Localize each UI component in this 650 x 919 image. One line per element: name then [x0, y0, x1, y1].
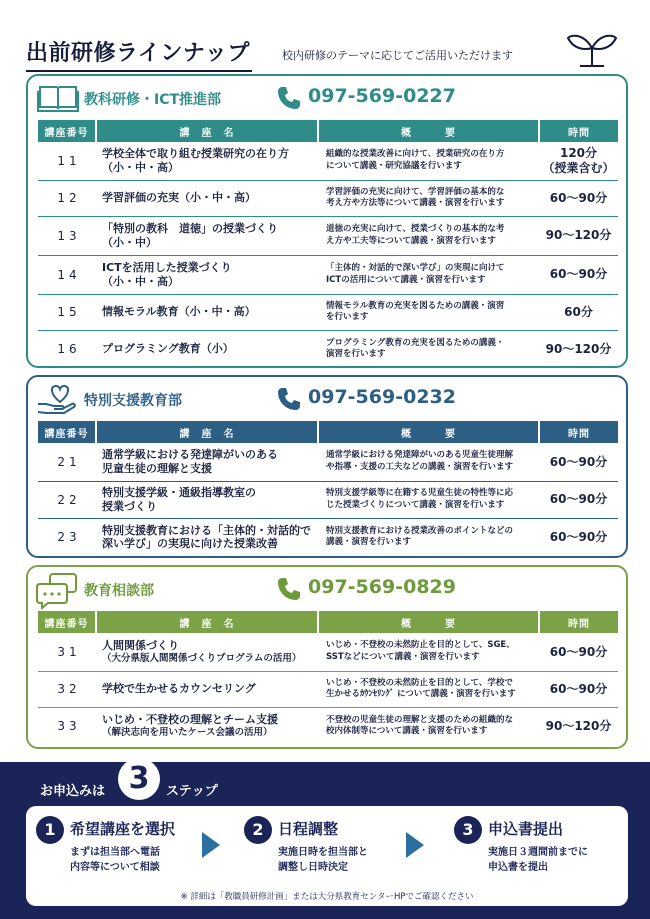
course-name-line1: 学校で生かせるカウンセリング — [102, 682, 256, 696]
steps-count: 3 — [118, 758, 160, 800]
course-desc-line2: 演習を行います — [326, 349, 386, 360]
col-header-desc: 概 要 — [318, 421, 539, 443]
course-desc-line1: 通常学級における発達障がいのある児童生徒理解 — [326, 450, 514, 461]
col-header-num: 講座番号 — [38, 421, 96, 443]
table-row — [38, 671, 618, 707]
table-row — [38, 216, 618, 255]
course-desc — [318, 518, 539, 556]
course-desc — [318, 255, 539, 294]
course-name-line1: プログラミング教育（小） — [102, 342, 234, 356]
course-name-line2: 深い学び」の実現に向けた授業改善 — [102, 537, 278, 551]
course-name-line1: 人間関係づくり — [102, 638, 179, 652]
course-desc — [318, 707, 539, 745]
course-name-line1: 「特別の教科 道徳」の授業づくり — [102, 221, 278, 235]
course-number: 11 — [38, 142, 96, 180]
course-desc-line1: 「主体的・対話的で深い学び」の実現に向けて — [326, 263, 505, 274]
section-soudan — [26, 565, 628, 749]
page-title: 出前研修ラインナップ — [26, 36, 250, 67]
section-title: 教科研修・ICT推進部 — [84, 92, 222, 108]
course-desc-line1: 情報モラル教育の充実を図るための講義・演習 — [326, 300, 505, 311]
footnote: ※ 詳細は「教職員研修計画」または大分県教育センターHPでご確認ください — [180, 892, 474, 902]
steps-title-tail: ステップ — [166, 784, 218, 799]
course-desc-line2: 講義・演習を行います — [326, 537, 412, 548]
course-desc-line1: 特別支援教育における授業改善のポイントなどの — [326, 525, 514, 536]
course-desc-line1: いじめ・不登校の未然防止を目的として、SGE、 — [326, 640, 515, 651]
course-name-line1: 学習評価の充実（小・中・高） — [102, 191, 256, 205]
course-number: 15 — [38, 294, 96, 330]
course-name — [96, 707, 318, 745]
course-name — [96, 443, 318, 481]
course-table — [38, 120, 618, 368]
course-desc-line1: 不登校の児童生徒の理解と支援のための組織的な — [326, 714, 514, 725]
step-number: 2 — [244, 816, 272, 844]
course-name — [96, 481, 318, 518]
table-header-row — [38, 120, 618, 142]
course-desc-line2: を行います — [326, 312, 369, 322]
course-time: 90～120分 — [545, 719, 612, 734]
application-steps — [0, 762, 650, 919]
course-desc-line1: 特別支援学級等に在籍する児童生徒の特性等に応 — [326, 488, 514, 499]
course-desc — [318, 633, 539, 671]
course-name — [96, 330, 318, 368]
course-name — [96, 180, 318, 216]
step-3 — [454, 816, 614, 886]
course-desc-line1: 組織的な授業改善に向けて、授業研究の在り方 — [326, 149, 505, 160]
course-name-line2: 授業づくり — [102, 499, 157, 513]
course-number: 33 — [57, 719, 81, 734]
table-row — [38, 633, 618, 671]
step-desc-line2: 内容等について相談 — [70, 861, 160, 873]
course-desc-line1: プログラミング教育の充実を図るための講義・ — [326, 337, 505, 348]
step-desc — [70, 846, 160, 875]
course-name-line1: ICTを活用した授業づくり — [102, 260, 232, 274]
course-number: 14 — [38, 255, 96, 294]
section-header — [28, 76, 626, 120]
phone-icon — [276, 386, 302, 412]
section-title: 教育相談部 — [84, 583, 154, 599]
course-number: 32 — [38, 671, 96, 707]
table-row — [38, 330, 618, 368]
course-number: 22 — [38, 481, 96, 518]
course-desc — [318, 330, 539, 368]
heart-hand-icon — [36, 382, 80, 416]
step-title: 希望講座を選択 — [70, 820, 176, 838]
steps-title: お申込みは — [40, 784, 106, 799]
course-name — [96, 142, 318, 180]
course-number: 31 — [38, 633, 96, 671]
course-desc — [318, 180, 539, 216]
course-number: 13 — [38, 216, 96, 255]
section-phone[interactable]: 097-569-0232 — [308, 386, 456, 408]
table-row — [38, 142, 618, 180]
step-desc-line2: 調整し日時決定 — [278, 861, 348, 873]
course-name-line2: （解決志向を用いたケース会議の活用） — [102, 727, 273, 739]
course-name — [96, 216, 318, 255]
section-header — [28, 567, 626, 611]
course-name-line1: 特別支援学級・通級指導教室の — [102, 485, 256, 499]
course-name-line2: （小・中・高） — [102, 274, 179, 288]
chat-bubble-icon — [36, 572, 80, 610]
step-number: 3 — [454, 816, 482, 844]
section-kyouka — [26, 74, 628, 368]
arrow-right-icon — [202, 832, 220, 858]
course-number: 16 — [57, 342, 81, 357]
course-number: 23 — [57, 530, 81, 545]
course-time: 60～90分 — [539, 481, 618, 518]
col-header-time: 時間 — [539, 611, 618, 633]
course-time: 90～120分 — [545, 342, 612, 357]
course-name-line1: 学校全体で取り組む授業研究の在り方 — [102, 147, 289, 160]
course-time: 60～90分 — [539, 255, 618, 294]
course-time: 60～90分 — [539, 443, 618, 481]
table-row — [38, 443, 618, 481]
course-name-line2: （小・中・高） — [102, 160, 179, 174]
course-desc-line1: 道徳の充実に向けて、授業づくりの基本的な考 — [326, 224, 505, 235]
table-row — [38, 294, 618, 330]
table-header-row — [38, 421, 618, 443]
page-header — [26, 34, 626, 68]
phone-icon — [276, 576, 302, 602]
course-time: 60～90分 — [539, 633, 618, 671]
section-phone[interactable]: 097-569-0829 — [308, 576, 456, 598]
course-desc-line2: 考え方や方法等について講義・演習を行います — [326, 198, 505, 208]
table-row — [38, 707, 618, 745]
course-desc-line2: 校内体制等について講義・演習を行います — [326, 726, 488, 737]
table-header-row — [38, 611, 618, 633]
arrow-right-icon — [406, 832, 424, 858]
course-table — [38, 421, 618, 556]
step-desc-line2: 申込書を提出 — [488, 861, 548, 873]
course-desc-line2: SSTなどについて講義・演習を行います — [326, 651, 480, 662]
phone-icon — [276, 85, 302, 111]
col-header-name: 講 座 名 — [96, 421, 318, 443]
section-phone[interactable]: 097-569-0227 — [308, 85, 456, 107]
step-desc-line1: まずは担当部へ電話 — [70, 847, 160, 858]
table-row — [38, 180, 618, 216]
course-name — [96, 518, 318, 556]
col-header-num: 講座番号 — [38, 611, 96, 633]
course-desc — [318, 443, 539, 481]
step-title: 申込書提出 — [488, 820, 564, 838]
course-name-line1: いじめ・不登校の理解とチーム支援 — [102, 713, 278, 727]
course-name — [96, 633, 318, 671]
course-time-line1: 120分 — [559, 146, 598, 161]
course-name-line2: 児童生徒の理解と支援 — [102, 461, 212, 475]
course-time — [539, 142, 618, 180]
step-desc — [488, 846, 588, 875]
course-number: 12 — [38, 180, 96, 216]
col-header-name: 講 座 名 — [96, 120, 318, 142]
course-desc-line2: え方や工夫等について講義・演習を行います — [326, 235, 496, 246]
col-header-name: 講 座 名 — [96, 611, 318, 633]
course-time: 60～90分 — [549, 530, 608, 545]
steps-box — [26, 806, 628, 906]
course-desc-line2: ICTの活用について講義・演習を行います — [326, 274, 486, 285]
course-name-line1: 特別支援教育における「主体的・対話的で — [102, 523, 311, 537]
step-desc — [278, 846, 368, 875]
table-row — [38, 518, 618, 556]
table-row — [38, 481, 618, 518]
course-name-line1: 情報モラル教育（小・中・高） — [102, 305, 256, 319]
course-name-line2: （大分県版人間関係づくりプログラムの活用） — [102, 652, 302, 664]
course-name — [96, 294, 318, 330]
course-desc-line1: いじめ・不登校の未然防止を目的として、学校で — [326, 677, 513, 688]
step-1 — [36, 816, 196, 886]
course-desc-line2: じた授業づくりについて講義・演習を行います — [326, 499, 505, 510]
col-header-desc: 概 要 — [318, 611, 539, 633]
page-subtitle: 校内研修のテーマに応じてご活用いただけます — [282, 49, 513, 62]
course-time: 90～120分 — [539, 216, 618, 255]
sprout-icon — [566, 28, 618, 68]
course-table — [38, 611, 618, 745]
book-icon — [36, 81, 80, 113]
step-number: 1 — [36, 816, 64, 844]
course-desc — [318, 671, 539, 707]
course-desc-line1: 学習評価の充実に向けて、学習評価の基本的な — [326, 186, 505, 197]
course-number: 21 — [38, 443, 96, 481]
course-name — [96, 671, 318, 707]
col-header-time: 時間 — [539, 421, 618, 443]
step-desc-line1: 実施日３週間前までに — [488, 847, 588, 858]
col-header-num: 講座番号 — [38, 120, 96, 142]
course-desc — [318, 142, 539, 180]
step-2 — [244, 816, 394, 886]
step-title: 日程調整 — [278, 820, 339, 838]
course-desc — [318, 294, 539, 330]
table-row — [38, 255, 618, 294]
course-desc — [318, 481, 539, 518]
course-desc-line2: について講義・研究協議を行います — [326, 160, 462, 171]
course-desc-line2: 生かせるｶｳﾝｾﾘﾝｸﾞ について講義・演習を行います — [326, 689, 516, 699]
course-name-line2: （小・中） — [102, 235, 157, 249]
section-header — [28, 377, 626, 421]
section-title: 特別支援教育部 — [84, 393, 182, 409]
course-desc-line2: や指導・支援の工夫などの講義・演習を行います — [326, 461, 514, 472]
course-time-line2: （授業含む） — [542, 160, 615, 175]
col-header-desc: 概 要 — [318, 120, 539, 142]
course-time: 60分 — [539, 294, 618, 330]
course-name-line1: 通常学級における発達障がいのある — [102, 448, 278, 461]
col-header-time: 時間 — [539, 120, 618, 142]
step-desc-line1: 実施日時を担当部と — [278, 847, 368, 858]
course-name — [96, 255, 318, 294]
course-desc — [318, 216, 539, 255]
course-time: 60～90分 — [539, 180, 618, 216]
course-time: 60～90分 — [539, 671, 618, 707]
section-tokubetsu — [26, 375, 628, 558]
